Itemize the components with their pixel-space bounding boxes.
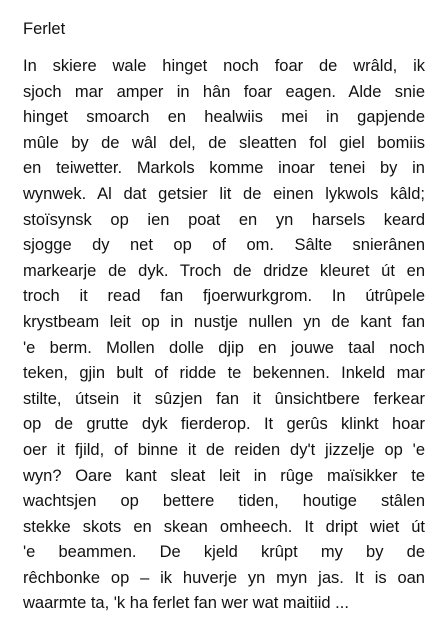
text-line: teken, gjin bult of ridde te bekennen. Inkeld mar (23, 364, 425, 383)
text-line: stilte, útsein it sûzjen fan it ûnsichtbere ferkear (23, 389, 425, 408)
document-page (23, 18, 425, 617)
text-line: wynwek. Al dat getsier lit de einen lykwols kâld; (23, 184, 425, 203)
text-line: rêchbonke op – ik huverje yn myn jas. It is oan (23, 568, 425, 587)
text-line: en teiwetter. Markols komme inoar tenei by in (23, 159, 425, 178)
text-line-last: waarmte ta, 'k ha ferlet fan wer wat maitiid ... (23, 594, 349, 613)
text-line: sjogge dy net op of om. Sâlte snierânen (23, 236, 425, 255)
text-line: wachtsjen op bettere tiden, houtige stâlen (23, 492, 425, 511)
text-line: mûle by de wâl del, de sleatten fol giel bomiis (23, 133, 425, 152)
text-line: 'e beammen. De kjeld krûpt my by de (23, 543, 425, 562)
text-line: krystbeam leit op in nustje nullen yn de kant fan (23, 312, 425, 331)
document-body (23, 54, 425, 617)
text-line: markearje de dyk. Troch de dridze kleuret út en (23, 261, 425, 280)
text-line: stekke skots en skean omheech. It dript wiet út (23, 517, 425, 536)
text-line: sjoch mar amper in hân foar eagen. Alde snie (23, 82, 425, 101)
text-line: troch it read fan fjoerwurkgrom. In útrûpele (23, 287, 425, 306)
text-line: hinget smoarch en healwiis mei in gapjende (23, 108, 425, 127)
document-title: Ferlet (23, 20, 66, 38)
text-line: 'e berm. Mollen dolle djip en jouwe taal noch (23, 338, 425, 357)
text-line: op de grutte dyk fierderop. It gerûs klinkt hoar (23, 415, 425, 434)
text-line: oer it fjild, of binne it de reiden dy't jizzelje op 'e (23, 440, 425, 459)
text-line: wyn? Oare kant sleat leit in rûge maïsikker te (23, 466, 425, 485)
text-line: In skiere wale hinget noch foar de wrâld, ik (23, 57, 425, 75)
text-line: stoïsynsk op ien poat en yn harsels keard (23, 210, 425, 229)
